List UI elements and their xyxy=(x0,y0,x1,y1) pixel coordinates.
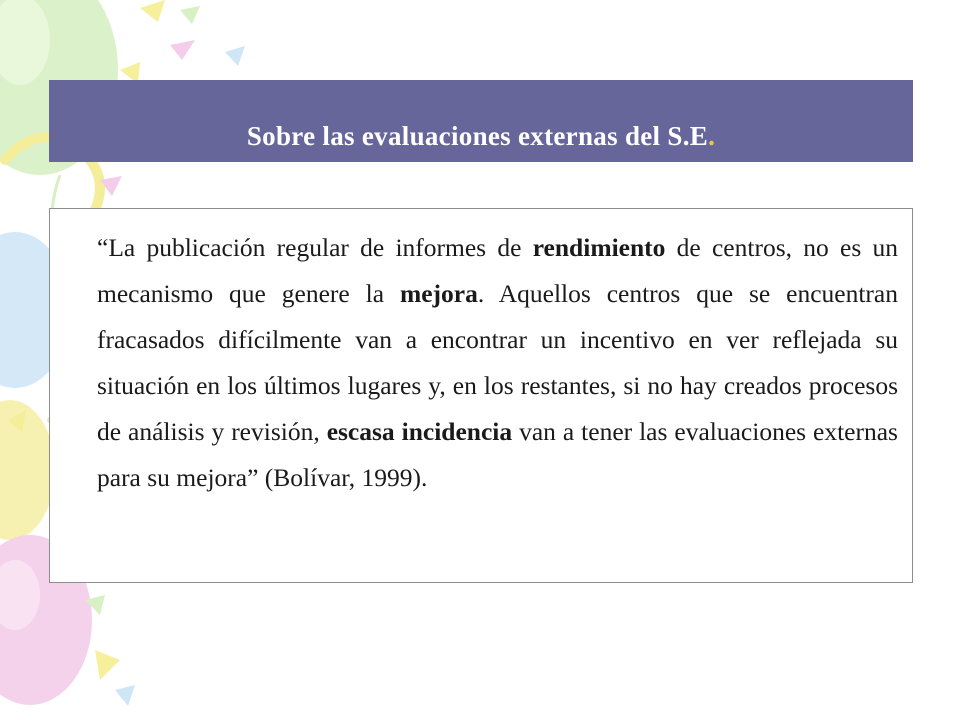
quote-segment: . Aquellos centros que se encuentran fracasados difícilmente van a encontrar un incentivo en ver reflejada su situación en los últimos lugares y, en los restantes, si no hay creados procesos de análisis y revisión, xyxy=(97,279,898,446)
quote-highlight-mejora: mejora xyxy=(399,279,478,308)
quote-segment: “La publicación regular de informes de xyxy=(97,233,533,262)
slide-title-bar xyxy=(49,80,913,162)
confetti-5 xyxy=(180,6,200,24)
slide-title-dot: . xyxy=(708,121,716,151)
quote-segment: van a tener las evaluaciones externas para su mejora” (Bolívar, 1999). xyxy=(97,417,898,492)
confetti-7 xyxy=(95,650,120,680)
confetti-2 xyxy=(170,40,195,60)
slide-title xyxy=(247,121,715,152)
slide-title-main: Sobre las evaluaciones externas del S.E xyxy=(246,121,709,151)
confetti-1 xyxy=(140,0,165,22)
confetti-4 xyxy=(225,46,245,66)
quote-segment: de centros, no es un mecanismo que genere la xyxy=(97,233,899,308)
quote-highlight-escasa-incidencia: escasa incidencia xyxy=(326,417,513,446)
balloon-yellow xyxy=(0,400,55,540)
confetti-9 xyxy=(115,685,135,706)
quote-paragraph xyxy=(97,225,898,501)
quote-highlight-rendimiento: rendimiento xyxy=(532,233,666,262)
quote-box xyxy=(49,208,913,583)
